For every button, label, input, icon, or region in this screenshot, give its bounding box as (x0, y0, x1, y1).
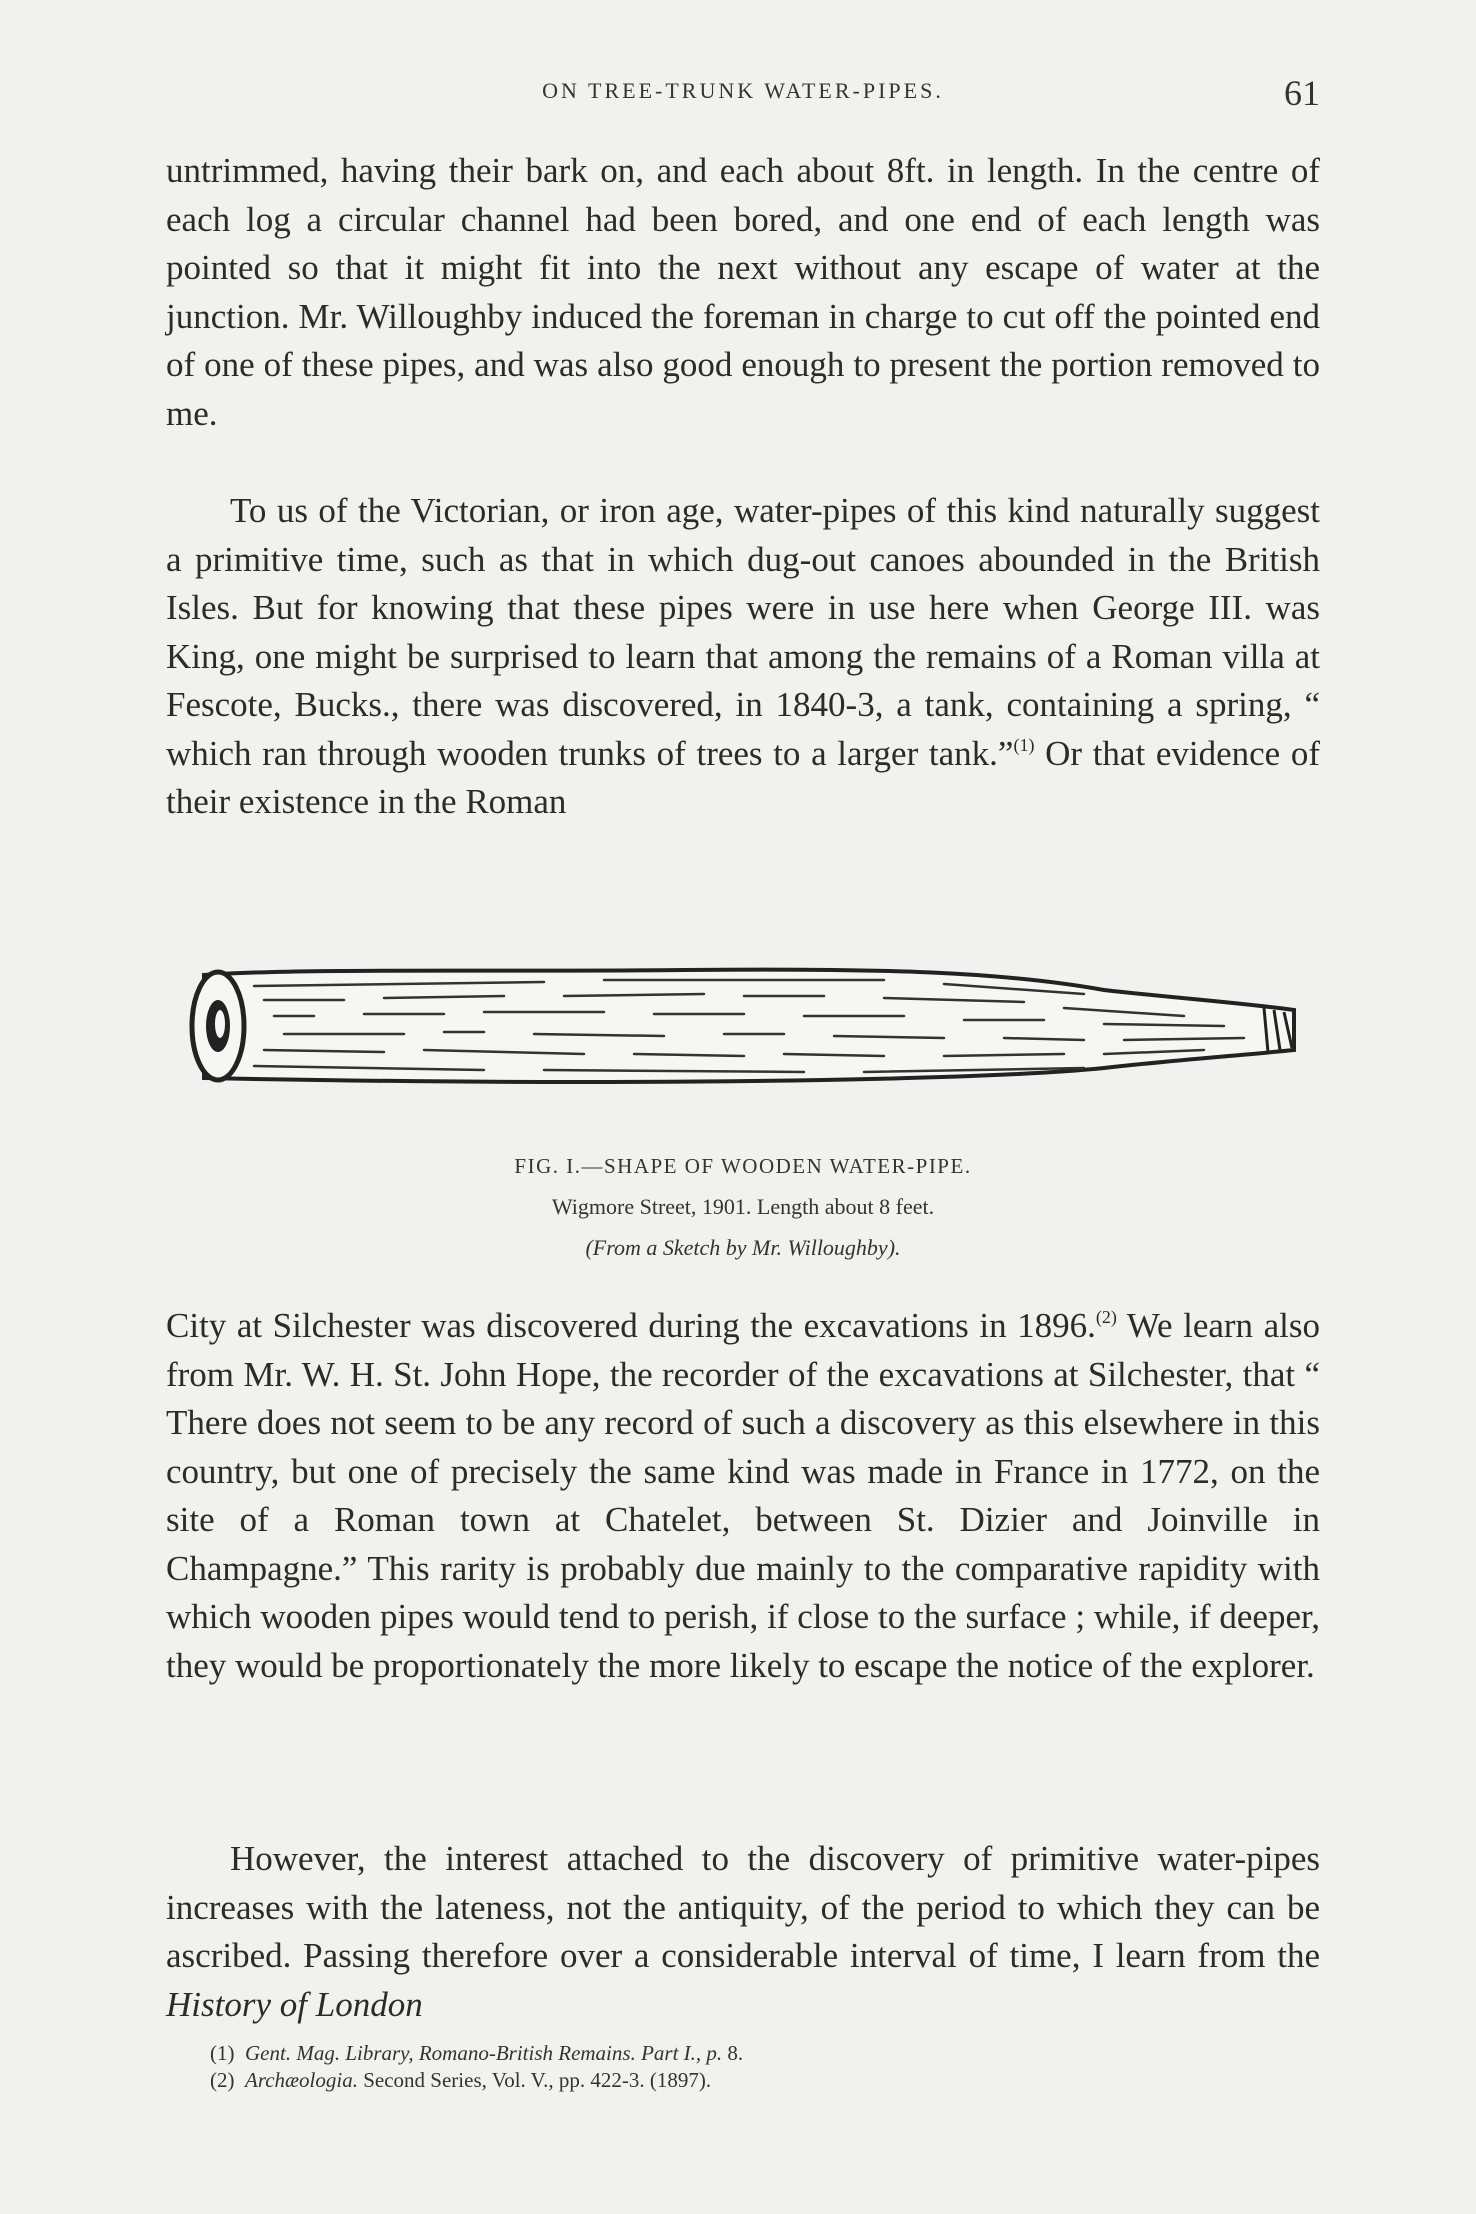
page-number: 61 (1284, 73, 1320, 113)
water-pipe-illustration (184, 950, 1304, 1100)
running-head (166, 72, 1320, 112)
footnotes (210, 2040, 1310, 2094)
figure-caption-subtitle: Wigmore Street, 1901. Length about 8 feet. (551, 1194, 935, 1219)
footnote-ref-2: (2) (1095, 1307, 1117, 1327)
figure-caption-title: FIG. I.—SHAPE OF WOODEN WATER-PIPE. (514, 1154, 972, 1178)
footnote-2 (210, 2067, 1310, 2094)
paragraph-1: untrimmed, having their bark on, and each about 8ft. in length. In the centre of each log a circular channel had been bored, and one end of each length was pointed so that it might fit into the next without any escape of water at the junction. Mr. Willoughby induced the foreman in charge to cut off the pointed end of one of these pipes, and was also good enough to present the portion removed to me. (166, 151, 1320, 433)
footnote-2-italic: Archæologia. (245, 2068, 358, 2092)
paragraph-2-tail: Or that evidence of their existence in the Roman (166, 733, 1320, 821)
running-title: ON TREE-TRUNK WATER-PIPES. (542, 78, 944, 103)
footnote-1-italic: Gent. Mag. Library, Romano-British Remains. Part I., p. (245, 2041, 723, 2065)
paragraph-4-italic-title: History of London (166, 1984, 423, 2024)
footnote-ref-1: (1) (1013, 734, 1035, 755)
paragraph-2-text: To us of the Victorian, or iron age, water-pipes of this kind naturally suggest a primitive time, such as that in which dug-out canoes abounded in the British Isles. But for knowing that these pipes were in use here when George III. was King, one might be surprised to learn that among the remains of a Roman villa at Fescote, Bucks., there was discovered, in 1840-3, a tank, containing a spring, “ which ran through wooden trunks of trees to a larger tank.” (166, 491, 1320, 773)
paragraph-3 (166, 1302, 1320, 1690)
footnote-2-tail: Second Series, Vol. V., pp. 422-3. (1897). (357, 2068, 712, 2092)
paragraph-4 (166, 1835, 1320, 2029)
paragraph-4-text: However, the interest attached to the discovery of primitive water-pipes increases with the lateness, not the antiquity, of the period to which they can be ascribed. Passing therefore over a considerable interval of time, I learn from the (166, 1839, 1320, 1975)
footnote-1-tail: 8. (722, 2041, 744, 2065)
paragraph-3-text: We learn also from Mr. W. H. St. John Hope, the recorder of the excavations at Silchester, that “ There does not seem to be any record of such a discovery as this elsewhere in this country, but one of precisely the same kind was made in France in 1772, on the site of a Roman town at Chatelet, between St. Dizier and Joinville in Champagne.” This rarity is probably due mainly to the comparative rapidity with which wooden pipes would tend to perish, if close to the surface ; while, if deeper, they would be proportionately the more likely to escape the notice of the explorer. (166, 1306, 1320, 1685)
footnote-1 (210, 2040, 1310, 2067)
figure-caption-credit: (From a Sketch by Mr. Willoughby). (585, 1235, 901, 1260)
paragraph-2 (166, 487, 1320, 827)
paragraph-3-head: City at Silchester was discovered during the excavations in 1896. (166, 1306, 1096, 1345)
footnote-2-marker: (2) (210, 2068, 235, 2092)
footnote-1-marker: (1) (210, 2041, 235, 2065)
